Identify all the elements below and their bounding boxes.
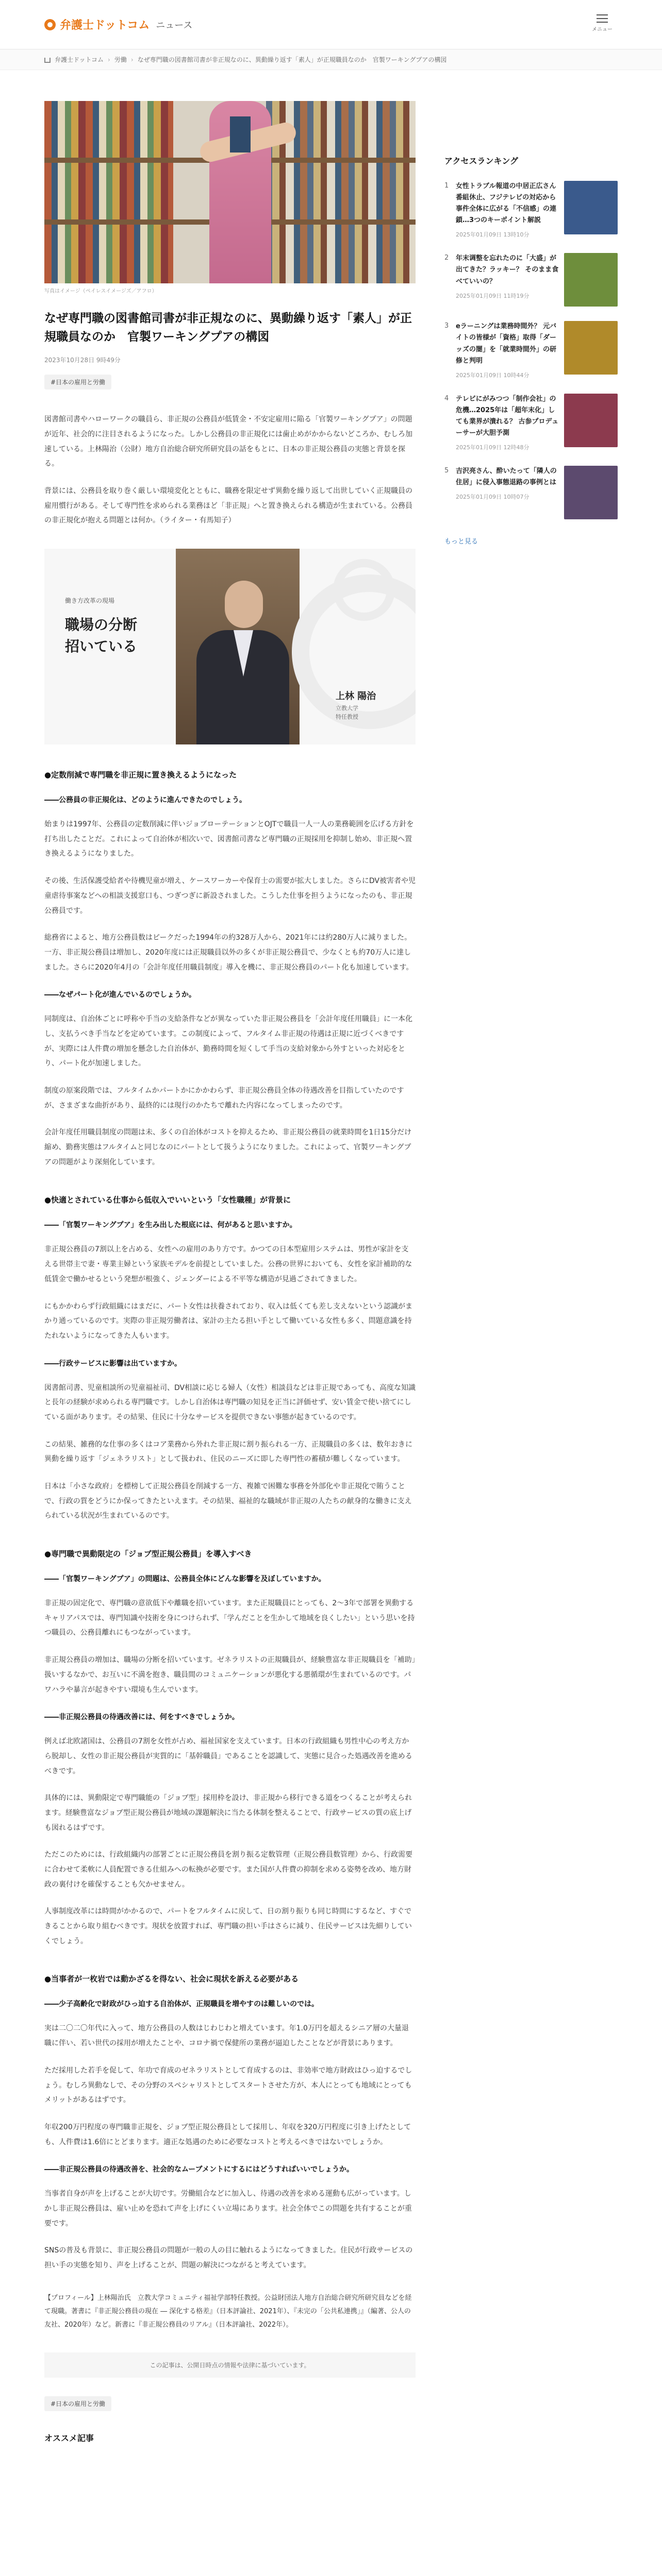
- ranking-body: [456, 253, 559, 307]
- ranking-date: 2025年01月09日 13時10分: [456, 231, 529, 239]
- body-paragraph: 当事者自身が声を上げることが大切です。労働組合などに加入し、待遇の改善を求める運動も広がっています。しかし非正規公務員は、雇い止めを恐れて声を上げにくい立場にあります。社会全体でこの問題を共有することが重要です。: [44, 2190, 412, 2228]
- section-heading: ●当事者が一枚岩では動かざるを得ない、社会に現状を訴える必要がある: [44, 1974, 299, 1984]
- ranking-body: [456, 321, 559, 379]
- bookshelf-left: [44, 101, 173, 283]
- logo-sub-text: ニュース: [156, 20, 193, 31]
- interview-question: ――非正規公務員の待遇改善を、社会的なムーブメントにするにはどうすればいいでしょうか。: [44, 2165, 354, 2174]
- ranking-title: 吉沢亮さん、酔いたって「隣人の住居」に侵入事態退路の事例とは: [456, 467, 557, 487]
- ranking-more-link[interactable]: もっと見る: [444, 538, 478, 546]
- body-paragraph: 例えば北欧諸国は、公務員の7割を女性が占め、福祉国家を支えています。日本の行政組織も男性中心の考え方から脱却し、女性の非正規公務員が実質的に「基幹職員」であることを認識して、実態に見合った処遇改善を進めるべきです。: [44, 1737, 412, 1775]
- breadcrumb-separator-icon: ›: [130, 56, 134, 63]
- body-paragraph: 日本は「小さな政府」を標榜して正規公務員を削減する一方、複雑で困難な事務を外部化や非正規化で賄うことで、行政の質をどうにか保ってきたといえます。その結果、福祉的な職域が非正規の人たちの献身的な働きに支えられている状況が生まれているのです。: [44, 1482, 412, 1520]
- body-paragraph: 総務省によると、地方公務員数はピークだった1994年の約328万人から、2021年には約280万人に減りました。一方、非正規公務員は増加し、2020年度には正規職員以外の多くが非正規公務員で、少なくとも約70万人に達しました。さらに2020年4月の「会計年度任用職員制度」導入を機に、非正規公務員のパート化も加速しています。: [44, 934, 413, 972]
- site-header: [0, 0, 662, 49]
- ranking-title: eラーニングは業務時間外？ 元バイトの皆様が「資格」取得「ダーッズの闇」を「就業時間外」の研修と判明: [456, 323, 557, 365]
- logo-main-text: 弁護士ドットコム: [60, 19, 150, 32]
- book-in-hand: [230, 116, 251, 152]
- interview-question: ――行政サービスに影響は出ていますか。: [44, 1359, 181, 1368]
- article-tag-bottom[interactable]: #日本の雇用と労働: [44, 2396, 111, 2411]
- lead-paragraph: 図書館司書やハローワークの職員ら、非正規の公務員が低賃金・不安定雇用に陥る「官製ワーキングプア」の問題が近年、社会的に注目されるようになった。しかし公務員の非正規化には歯止めがかからないどころか、むしろ加速している。上林陽治（公財）地方自治総合研究所研究員の話をもとに、日本の非正規公務員の実態と背景を探る。: [44, 415, 412, 468]
- body-paragraph: 人事制度改革には時間がかかるので、パートをフルタイムに戻して、日の割り振りも同じ時間にするなど、すぐできることから取り組むべきです。現状を放置すれば、専門職の担い手はさらに減り、住民サービスは先細りしていくでしょう。: [44, 1907, 412, 1945]
- ranking-item[interactable]: [444, 181, 618, 239]
- interviewee-name-block: [336, 689, 376, 721]
- body-paragraph: この結果、雑務的な仕事の多くはコア業務から外れた非正規に割り振られる一方、正規職員の多くは、数年おきに異動を繰り返す「ジェネラリスト」として扱われ、住民のニーズに即した専門性の蓄積が難しくなっています。: [44, 1440, 412, 1464]
- hero-caption: 写真はイメージ（ペイレスイメージズ／アフロ）: [44, 289, 157, 294]
- hamburger-icon: [597, 14, 608, 23]
- sidebar: [444, 70, 618, 2444]
- interview-question: ――「官製ワーキングプア」の問題は、公務員全体にどんな影響を及ぼしていますか。: [44, 1575, 326, 1584]
- ranking-date: 2025年01月09日 10時07分: [456, 494, 529, 501]
- article-title: なぜ専門職の図書館司書が非正規なのに、異動繰り返す「素人」が正規職員なのか 官製ワーキングプアの構図: [44, 312, 412, 344]
- ranking-thumbnail: [564, 321, 618, 375]
- interview-question: ――なぜパート化が進んでいるのでしょうか。: [44, 991, 196, 999]
- ranking-number: 5: [444, 467, 449, 475]
- body-paragraph: 実は二〇二〇年代に入って、地方公務員の人数はじわじわと増えています。年1.0万円を超えるシニア層の大量退職に伴い、若い世代の採用が増えたことや、コロナ禍で保健所の業務が逼迫したことなどが背景にあります。: [44, 2024, 409, 2048]
- section-heading: ●専門職で異動限定の「ジョブ型正規公務員」を導入すべき: [44, 1549, 252, 1559]
- ranking-number: 3: [444, 322, 449, 330]
- ranking-thumbnail: [564, 253, 618, 307]
- section-heading: ●定数削減で専門職を非正規に置き換えるようになった: [44, 770, 237, 780]
- banner-subtitle: 働き方改革の現場: [65, 597, 115, 605]
- menu-button[interactable]: [592, 14, 613, 32]
- decorative-ring: [333, 559, 395, 621]
- ranking-heading: アクセスランキング: [444, 156, 519, 166]
- interview-question: ――少子高齢化で財政がひっ迫する自治体が、正規職員を増やすのは難しいのでは。: [44, 2000, 319, 2009]
- body-paragraph: ただこのためには、行政組織内の部署ごとに正規公務員を割り振る定数管理（正規公務員数管理）から、行政需要に合わせて柔軟に人員配置できる仕組みへの転換が必要です。また国が人件費の抑制を求める姿勢を改め、地方財政の裏付けを確保することも欠かせません。: [44, 1851, 412, 1889]
- interview-question: ――「官製ワーキングプア」を生み出した根底には、何があると思いますか。: [44, 1221, 297, 1230]
- ranking-list: [444, 181, 618, 519]
- ranking-date: 2025年01月09日 12時48分: [456, 444, 529, 451]
- logo-mark-icon: [44, 19, 56, 30]
- menu-label: メニュー: [592, 27, 613, 32]
- ranking-title: 年末调整を忘れたのに「大盛」が出てきた？ラッキー？ そのまま食べていいの？: [456, 255, 559, 285]
- body-paragraph: にもかかわらず行政組織にはまだに、パート女性は扶養されており、収入は低くても差し支えないという認識がまかり通っているのです。実際の非正規労働者は、家計の主たる担い手として働いている女性も多く、問題意識を持たれないようになってきた人もいます。: [44, 1302, 412, 1340]
- ranking-item[interactable]: [444, 466, 618, 519]
- ranking-date: 2025年01月09日 10時44分: [456, 371, 529, 379]
- interview-question: ――非正規公務員の待遇改善には、何をすべきでしょうか。: [44, 1713, 239, 1722]
- body-paragraph: 非正規公務員の増加は、職場の分断を招いています。ゼネラリストの正規職員が、経験豊富な非正規職員を「補助」扱いするなかで、お互いに不満を抱き、職員間のコミュニケーションが悪化する悪循環が生まれているのです。パワハラや暴言が起きやすい環境も生んでいます。: [44, 1656, 416, 1694]
- ranking-item[interactable]: [444, 321, 618, 379]
- interview-banner: [44, 549, 416, 744]
- interview-question: ――公務員の非正規化は、どのように進んできたのでしょう。: [44, 796, 246, 805]
- site-logo[interactable]: [44, 16, 192, 32]
- interviewee-name: 上林 陽治: [336, 691, 376, 702]
- legal-note: この記事は、公開日時点の情報や法律に基づいています。: [44, 2352, 416, 2378]
- ranking-item[interactable]: [444, 253, 618, 307]
- body-paragraph: 同制度は、自治体ごとに呼称や手当の支給条件などが異なっていた非正規公務員を「会計年度任用職員」に一本化し、支払うべき手当などを定めています。この制度によって、フルタイム非正規の待遇は正規に近づくべきですが、実際には人件費の増加を懸念した自治体が、勤務時間を短くして手当の支給対象から外すといった対応をとり、パート化が加速しました。: [44, 1015, 412, 1068]
- hero-image: [44, 101, 416, 283]
- body-paragraph: 会計年度任用職員制度の問題は未、多くの自治体がコストを抑えるため、非正規公務員の就業時間を1日15分だけ縮め、勤務実態はフルタイムと同じなのにパートとして扱うようになりました。これによって、官製ワーキングプアの問題がより深刻化しています。: [44, 1128, 412, 1166]
- body-paragraph: ただ採用した若手を促して、年功で育成のゼネラリストとして育成するのは、非効率で地方財政はひっ迫するでしょう。むしろ異動なしで、その分野のスペシャリストとしてスタートさせた方が、本人にとっても地域にとってもメリットがあるはずです。: [44, 2066, 412, 2105]
- ranking-number: 2: [444, 254, 449, 262]
- article-tag[interactable]: #日本の雇用と労働: [44, 375, 111, 389]
- breadcrumb-home[interactable]: 弁護士ドットコム: [55, 56, 104, 63]
- article-date: 2023年10月28日 9時49分: [44, 357, 121, 364]
- body-paragraph: 非正規の固定化で、専門職の意欲低下や離職を招いています。また正規職員にとっても、2〜3年で部署を異動するキャリアパスでは、専門知識や技術を身につけられず、「学んだことを生かして地域を良くしたい」という思いを持つ職員の、公務員離れにもつながっています。: [44, 1599, 415, 1637]
- body-paragraph: 始まりは1997年、公務員の定数削減に伴いジョブローテーションとOJTで職員一人一人の業務範囲を広げる方針を打ち出したことだ。これによって自治体が相次いで、図書館司書など専門職の正規採用を抑制し始め、非正規へ置き換えるようになりました。: [44, 820, 414, 858]
- body-paragraph: SNSの普及も背景に、非正規公務員の問題が一般の人の目に触れるようになってきました。住民が行政サービスの担い手の実態を知り、声を上げることが、問題の解決につながると考えています。: [44, 2246, 413, 2270]
- ranking-thumbnail: [564, 394, 618, 447]
- home-icon: [44, 58, 51, 63]
- ranking-date: 2025年01月09日 11時19分: [456, 292, 529, 299]
- ranking-title: 女性トラブル報道の中居正広さん番組休止、フジテレビの対応から事件全体に広がる「不信感」の連鎖…3つのキーポイント解説: [456, 182, 557, 225]
- recommend-heading: オススメ記事: [44, 2433, 94, 2443]
- ranking-body: [456, 466, 559, 519]
- body-paragraph: 制度の原案段階では、フルタイムかパートかにかかわらず、非正規公務員全体の待遇改善を目指していたのですが、さまざまな曲折があり、最終的には現行のかたちで離れた内容になってしまったのです。: [44, 1087, 404, 1110]
- section-heading: ●快適とされている仕事から低収入でいいという「女性職種」が背景に: [44, 1195, 291, 1205]
- ranking-number: 4: [444, 394, 449, 402]
- breadcrumb: [0, 49, 662, 70]
- lead-paragraph: 背景には、公務員を取り巻く厳しい環境変化とともに、職務を限定せず異動を繰り返して出世していく正規職員の雇用慣行がある。そして専門性を求められる業務ほど「非正規」へと置き換えられる構造が生まれている。公務員の非正規化が抱える問題とは何か。（ライター・有馬知子）: [44, 487, 412, 525]
- breadcrumb-separator-icon: ›: [108, 56, 110, 63]
- ranking-body: [456, 181, 559, 239]
- ranking-thumbnail: [564, 466, 618, 519]
- interviewee-photo: [176, 549, 300, 744]
- interviewee-role: 立教大学 特任教授: [336, 705, 358, 720]
- body-paragraph: 非正規公務員の7割以上を占める、女性への雇用のあり方です。かつての日本型雇用システムは、男性が家計を支える世帯主で妻・専業主婦という家族モデルを前提としていました。公務の世界においても、女性を家計補助的な低賃金で働かせるという発想が根強く、ジェンダーによる不平等な構造が見過ごされてきました。: [44, 1245, 412, 1283]
- article-main: [44, 70, 416, 2444]
- ranking-thumbnail: [564, 181, 618, 234]
- ranking-body: [456, 394, 559, 451]
- body-paragraph: 図書館司書、児童相談所の児童福祉司、DV相談に応じる婦人（女性）相談員などは非正規であっても、高度な知識と長年の経験が求められる専門職です。しかし自治体は専門職の知見を正当に評価せず、安い賃金で使い捨てにしている面があります。その結果、住民に十分なサービスを提供できない事態が起きているのです。: [44, 1383, 416, 1421]
- breadcrumb-category[interactable]: 労働: [114, 56, 127, 63]
- ranking-title: テレビにがみつつ「制作会社」の危機…2025年は「超年末化」しても業界が潰れる？ 古参プロデューサーが大胆予測: [456, 395, 559, 437]
- article-body: [44, 769, 416, 2273]
- breadcrumb-current: なぜ専門職の図書館司書が非正規なのに、異動繰り返す「素人」が正規職員なのか 官製ワーキングプアの構図: [137, 56, 447, 63]
- author-profile: 【プロフィール】上林陽治氏 立教大学コミュニティ福祉学部特任教授。公益財団法人地方自治総合研究所研究員などを経て現職。著書に『非正規公務員の現在 ― 深化する格差』（日本評論社、2021年）、『未完の「公共私連携」』（編著、公人の友社、2020年）など。新書に『非正規公務員のリアル』（日本評論社、2022年）。: [44, 2294, 412, 2329]
- banner-title: 職場の分断 招いている: [65, 616, 138, 655]
- ranking-item[interactable]: [444, 394, 618, 451]
- body-paragraph: 具体的には、異動限定で専門職能の「ジョブ型」採用枠を設け、非正規から移行できる道をつくることが考えられます。経験豊富なジョブ型正規公務員が地域の課題解決に当たる体制を整えることで、行政サービスの質の底上げも図れるはずです。: [44, 1794, 412, 1832]
- body-paragraph: その後、生活保護受給者や待機児童が増え、ケースワーカーや保育士の需要が拡大しました。さらにDV被害者や児童虐待事案などへの相談支援窓口も、つぎつぎに新設されました。こうした仕事を担うようになったのも、非正規公務員です。: [44, 877, 416, 915]
- body-paragraph: 年収200万円程度の専門職非正規を、ジョブ型正規公務員として採用し、年収を320万円程度に引き上げたとしても、人件費は1.6倍にとどまります。適正な処遇のために必要なコストと考えるべきではないでしょうか。: [44, 2123, 411, 2146]
- ranking-number: 1: [444, 182, 449, 190]
- person-head: [225, 581, 263, 628]
